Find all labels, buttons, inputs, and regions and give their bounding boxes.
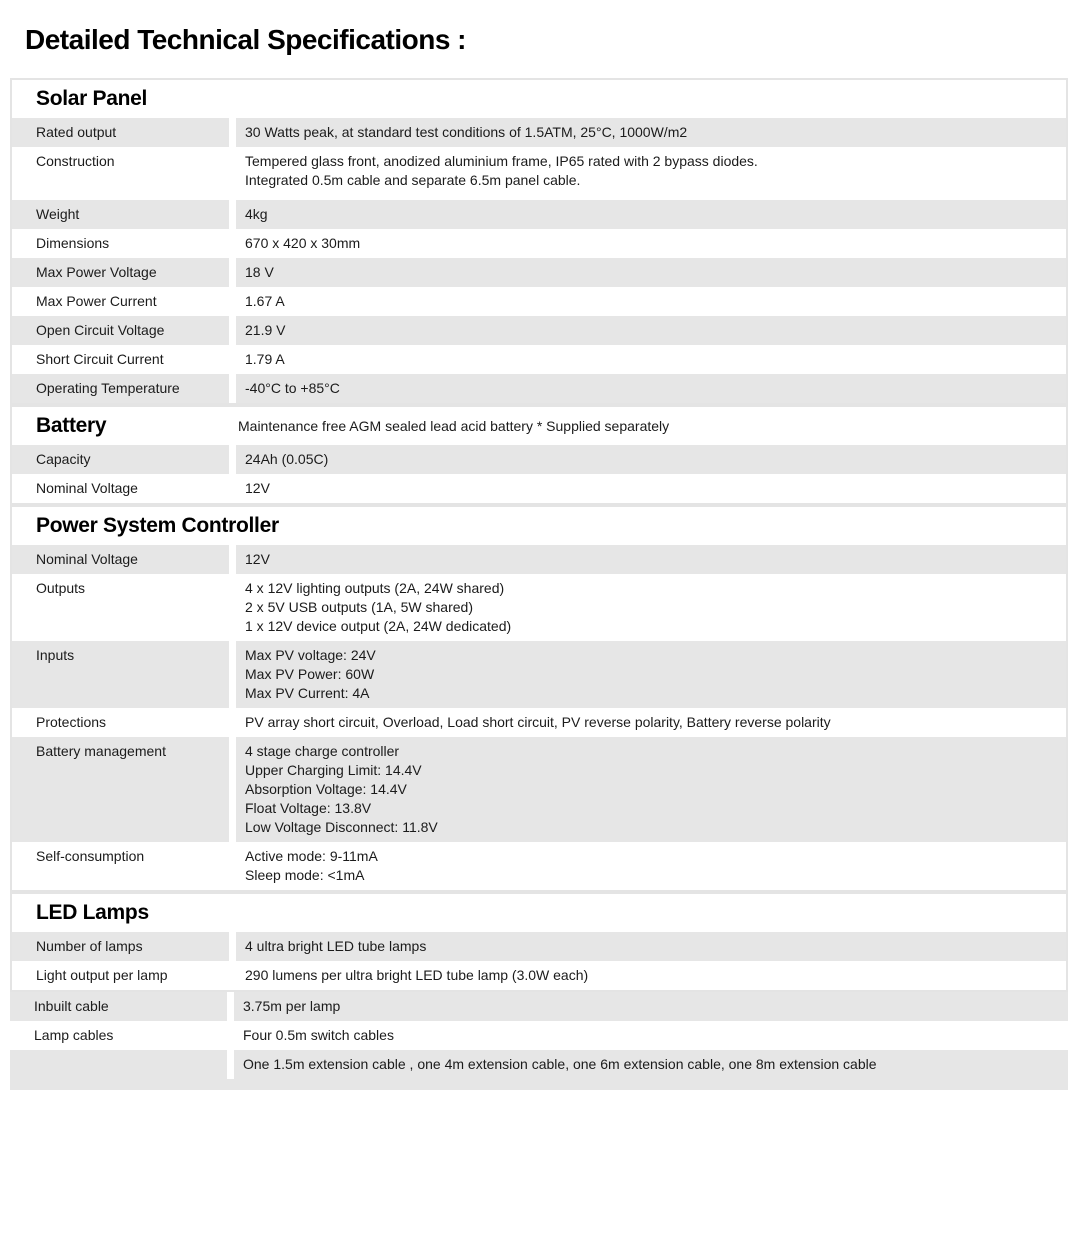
spec-label: Self-consumption	[12, 842, 229, 890]
section-title: Solar Panel	[36, 87, 148, 110]
spec-row	[12, 545, 1066, 574]
value-line: 290 lumens per ultra bright LED tube lamp (3.0W each)	[245, 967, 589, 983]
section-cables	[10, 992, 1068, 1079]
spec-value	[236, 474, 1066, 503]
spec-label: Lamp cables	[10, 1021, 227, 1050]
spec-value	[236, 737, 1066, 842]
section-rows	[12, 118, 1066, 403]
value-line: 4 ultra bright LED tube lamps	[245, 938, 427, 954]
value-line: 30 Watts peak, at standard test conditions of 1.5ATM, 25°C, 1000W/m2	[245, 124, 688, 140]
section-note: Maintenance free AGM sealed lead acid battery * Supplied separately	[238, 418, 670, 434]
value-line: 1.67 A	[245, 293, 285, 309]
spec-label: Construction	[12, 147, 229, 200]
spec-row	[12, 345, 1066, 374]
value-line: Active mode: 9-11mA	[245, 848, 378, 864]
value-line: -40°C to +85°C	[245, 380, 340, 396]
section-rows	[12, 545, 1066, 890]
value-line: Four 0.5m switch cables	[243, 1027, 394, 1043]
value-line: 1 x 12V device output (2A, 24W dedicated)	[245, 618, 512, 634]
spec-value	[236, 445, 1066, 474]
spec-row	[12, 932, 1066, 961]
spec-value	[236, 545, 1066, 574]
spec-label: Inbuilt cable	[10, 992, 227, 1021]
spec-value	[236, 147, 1066, 200]
section-header	[12, 407, 1066, 445]
spec-label: Inputs	[12, 641, 229, 708]
value-line: 4 stage charge controller	[245, 743, 400, 759]
spec-label: Battery management	[12, 737, 229, 842]
spec-value	[236, 200, 1066, 229]
section-title: Power System Controller	[36, 514, 279, 537]
spec-row	[12, 961, 1066, 990]
section-title: LED Lamps	[36, 901, 149, 924]
spec-label: Weight	[12, 200, 229, 229]
sections-container	[0, 78, 1078, 1079]
spec-label: Light output per lamp	[12, 961, 229, 990]
value-line: Max PV Power: 60W	[245, 666, 375, 682]
spec-row	[12, 708, 1066, 737]
page-title: Detailed Technical Specifications :	[25, 24, 466, 55]
spec-row	[12, 287, 1066, 316]
value-line: Float Voltage: 13.8V	[245, 800, 372, 816]
spec-row	[12, 147, 1066, 200]
value-line: 3.75m per lamp	[243, 998, 341, 1014]
value-line: 2 x 5V USB outputs (1A, 5W shared)	[245, 599, 473, 615]
spec-value	[234, 1050, 1068, 1079]
spec-value	[236, 229, 1066, 258]
spec-row	[12, 374, 1066, 403]
value-line: Absorption Voltage: 14.4V	[245, 781, 407, 797]
spec-value	[236, 345, 1066, 374]
spec-label: Nominal Voltage	[12, 545, 229, 574]
section-header	[12, 507, 1066, 545]
spec-row	[12, 641, 1066, 708]
value-line: Max PV voltage: 24V	[245, 647, 376, 663]
spec-row	[12, 474, 1066, 503]
section-rows	[12, 445, 1066, 503]
value-line: One 1.5m extension cable , one 4m extension cable, one 6m extension cable, one 8m extension cable	[243, 1056, 877, 1072]
value-line: 1.79 A	[245, 351, 285, 367]
value-line: 12V	[245, 551, 270, 567]
value-line: 670 x 420 x 30mm	[245, 235, 361, 251]
value-line: Sleep mode: <1mA	[245, 867, 365, 883]
spec-value	[234, 992, 1068, 1021]
spec-label: Max Power Current	[12, 287, 229, 316]
next-section-partial-strip	[10, 1079, 1068, 1090]
spec-value	[236, 287, 1066, 316]
section-battery	[10, 405, 1068, 505]
spec-sheet	[0, 24, 1078, 1090]
spec-value	[236, 316, 1066, 345]
value-line: 24Ah (0.05C)	[245, 451, 329, 467]
spec-label: Short Circuit Current	[12, 345, 229, 374]
spec-label: Capacity	[12, 445, 229, 474]
value-line: 21.9 V	[245, 322, 286, 338]
spec-label: Nominal Voltage	[12, 474, 229, 503]
spec-row	[12, 258, 1066, 287]
spec-value	[236, 374, 1066, 403]
section-header	[12, 80, 1066, 118]
spec-row	[12, 118, 1066, 147]
value-line: PV array short circuit, Overload, Load short circuit, PV reverse polarity, Battery reverse polarity	[245, 714, 831, 730]
spec-value	[236, 574, 1066, 641]
spec-label: Open Circuit Voltage	[12, 316, 229, 345]
spec-row	[12, 316, 1066, 345]
spec-value	[236, 932, 1066, 961]
spec-row	[12, 229, 1066, 258]
section-rows	[10, 992, 1068, 1079]
value-line: 18 V	[245, 264, 274, 280]
spec-row	[10, 992, 1068, 1021]
spec-row	[12, 200, 1066, 229]
spec-value	[236, 118, 1066, 147]
value-line: Max PV Current: 4A	[245, 685, 370, 701]
spec-label: Outputs	[12, 574, 229, 641]
spec-label: Number of lamps	[12, 932, 229, 961]
spec-value	[236, 708, 1066, 737]
spec-label: Max Power Voltage	[12, 258, 229, 287]
spec-label: Dimensions	[12, 229, 229, 258]
section-rows	[12, 932, 1066, 990]
spec-label: Operating Temperature	[12, 374, 229, 403]
value-line: 12V	[245, 480, 270, 496]
spec-row	[12, 445, 1066, 474]
spec-value	[236, 961, 1066, 990]
value-line: Upper Charging Limit: 14.4V	[245, 762, 422, 778]
value-line: Integrated 0.5m cable and separate 6.5m panel cable.	[245, 172, 581, 188]
section-title: Battery	[36, 414, 107, 437]
value-line: 4kg	[245, 206, 268, 222]
section-solar-panel	[10, 78, 1068, 405]
spec-value	[234, 1021, 1068, 1050]
spec-row	[10, 1021, 1068, 1050]
value-line: Tempered glass front, anodized aluminium frame, IP65 rated with 2 bypass diodes.	[245, 153, 758, 169]
spec-row	[12, 737, 1066, 842]
section-led-lamps	[10, 892, 1068, 992]
section-power-system-controller	[10, 505, 1068, 892]
spec-value	[236, 258, 1066, 287]
value-line: Low Voltage Disconnect: 11.8V	[245, 819, 438, 835]
section-header	[12, 894, 1066, 932]
spec-value	[236, 641, 1066, 708]
spec-value	[236, 842, 1066, 890]
spec-row	[12, 842, 1066, 890]
spec-label: Rated output	[12, 118, 229, 147]
spec-label: Protections	[12, 708, 229, 737]
value-line: 4 x 12V lighting outputs (2A, 24W shared)	[245, 580, 505, 596]
spec-row	[12, 574, 1066, 641]
spec-row	[10, 1050, 1068, 1079]
spec-label	[10, 1050, 227, 1079]
